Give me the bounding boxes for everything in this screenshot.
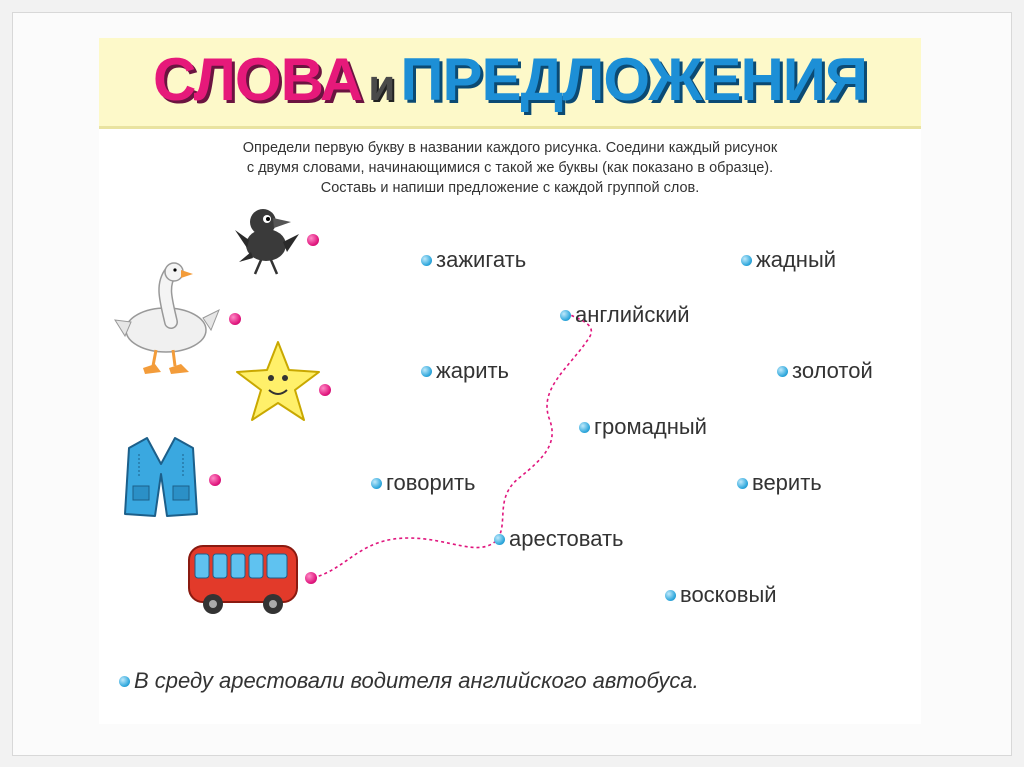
word-govorit	[371, 470, 476, 496]
sentence-text: В среду арестовали водителя английского автобуса.	[134, 668, 699, 693]
word-zhadny	[741, 247, 836, 273]
vest-icon	[119, 434, 203, 520]
title-part-2: и	[368, 61, 395, 110]
worksheet	[99, 38, 921, 724]
word-dot	[421, 255, 432, 266]
word-voskovy	[665, 582, 777, 608]
star-connector-dot	[319, 384, 331, 396]
word-dot	[371, 478, 382, 489]
example-sentence	[119, 668, 699, 694]
word-dot	[777, 366, 788, 377]
word-zolotoy	[777, 358, 873, 384]
word-label: арестовать	[509, 526, 624, 551]
word-zharit	[421, 358, 509, 384]
title-part-3: ПРЕДЛОЖЕНИЯ	[400, 46, 868, 113]
word-dot	[741, 255, 752, 266]
instruction-line: с двумя словами, начинающимися с такой же буквы (как показано в образце).	[246, 160, 774, 176]
crow-icon	[231, 200, 306, 280]
word-verit	[737, 470, 822, 496]
instruction-line: Определи первую букву в названии каждого рисунка. Соедини каждый рисунок	[242, 140, 778, 156]
star-icon	[233, 338, 323, 428]
word-label: восковый	[680, 582, 777, 607]
word-label: английский	[575, 302, 690, 327]
sentence-dot	[119, 676, 130, 687]
word-label: золотой	[792, 358, 873, 383]
bus-connector-dot	[305, 572, 317, 584]
word-dot	[579, 422, 590, 433]
goose-connector-dot	[229, 313, 241, 325]
goose-icon	[111, 260, 223, 380]
word-dot	[560, 310, 571, 321]
word-label: зажигать	[436, 247, 527, 272]
word-label: верить	[752, 470, 822, 495]
word-label: говорить	[386, 470, 476, 495]
word-label: громадный	[594, 414, 707, 439]
word-label: жарить	[436, 358, 510, 383]
bus-icon	[185, 538, 301, 618]
word-label: жадный	[756, 247, 837, 272]
word-dot	[665, 590, 676, 601]
word-dot	[737, 478, 748, 489]
vest-connector-dot	[209, 474, 221, 486]
word-dot	[494, 534, 505, 545]
word-dot	[421, 366, 432, 377]
title-part-1: СЛОВА	[152, 46, 363, 113]
word-zazhigat	[421, 247, 526, 273]
word-gromadny	[579, 414, 707, 440]
word-angliysky	[560, 302, 690, 328]
crow-connector-dot	[307, 234, 319, 246]
word-arestovat	[494, 526, 624, 552]
instruction-line: Составь и напиши предложение с каждой группой слов.	[320, 180, 700, 196]
